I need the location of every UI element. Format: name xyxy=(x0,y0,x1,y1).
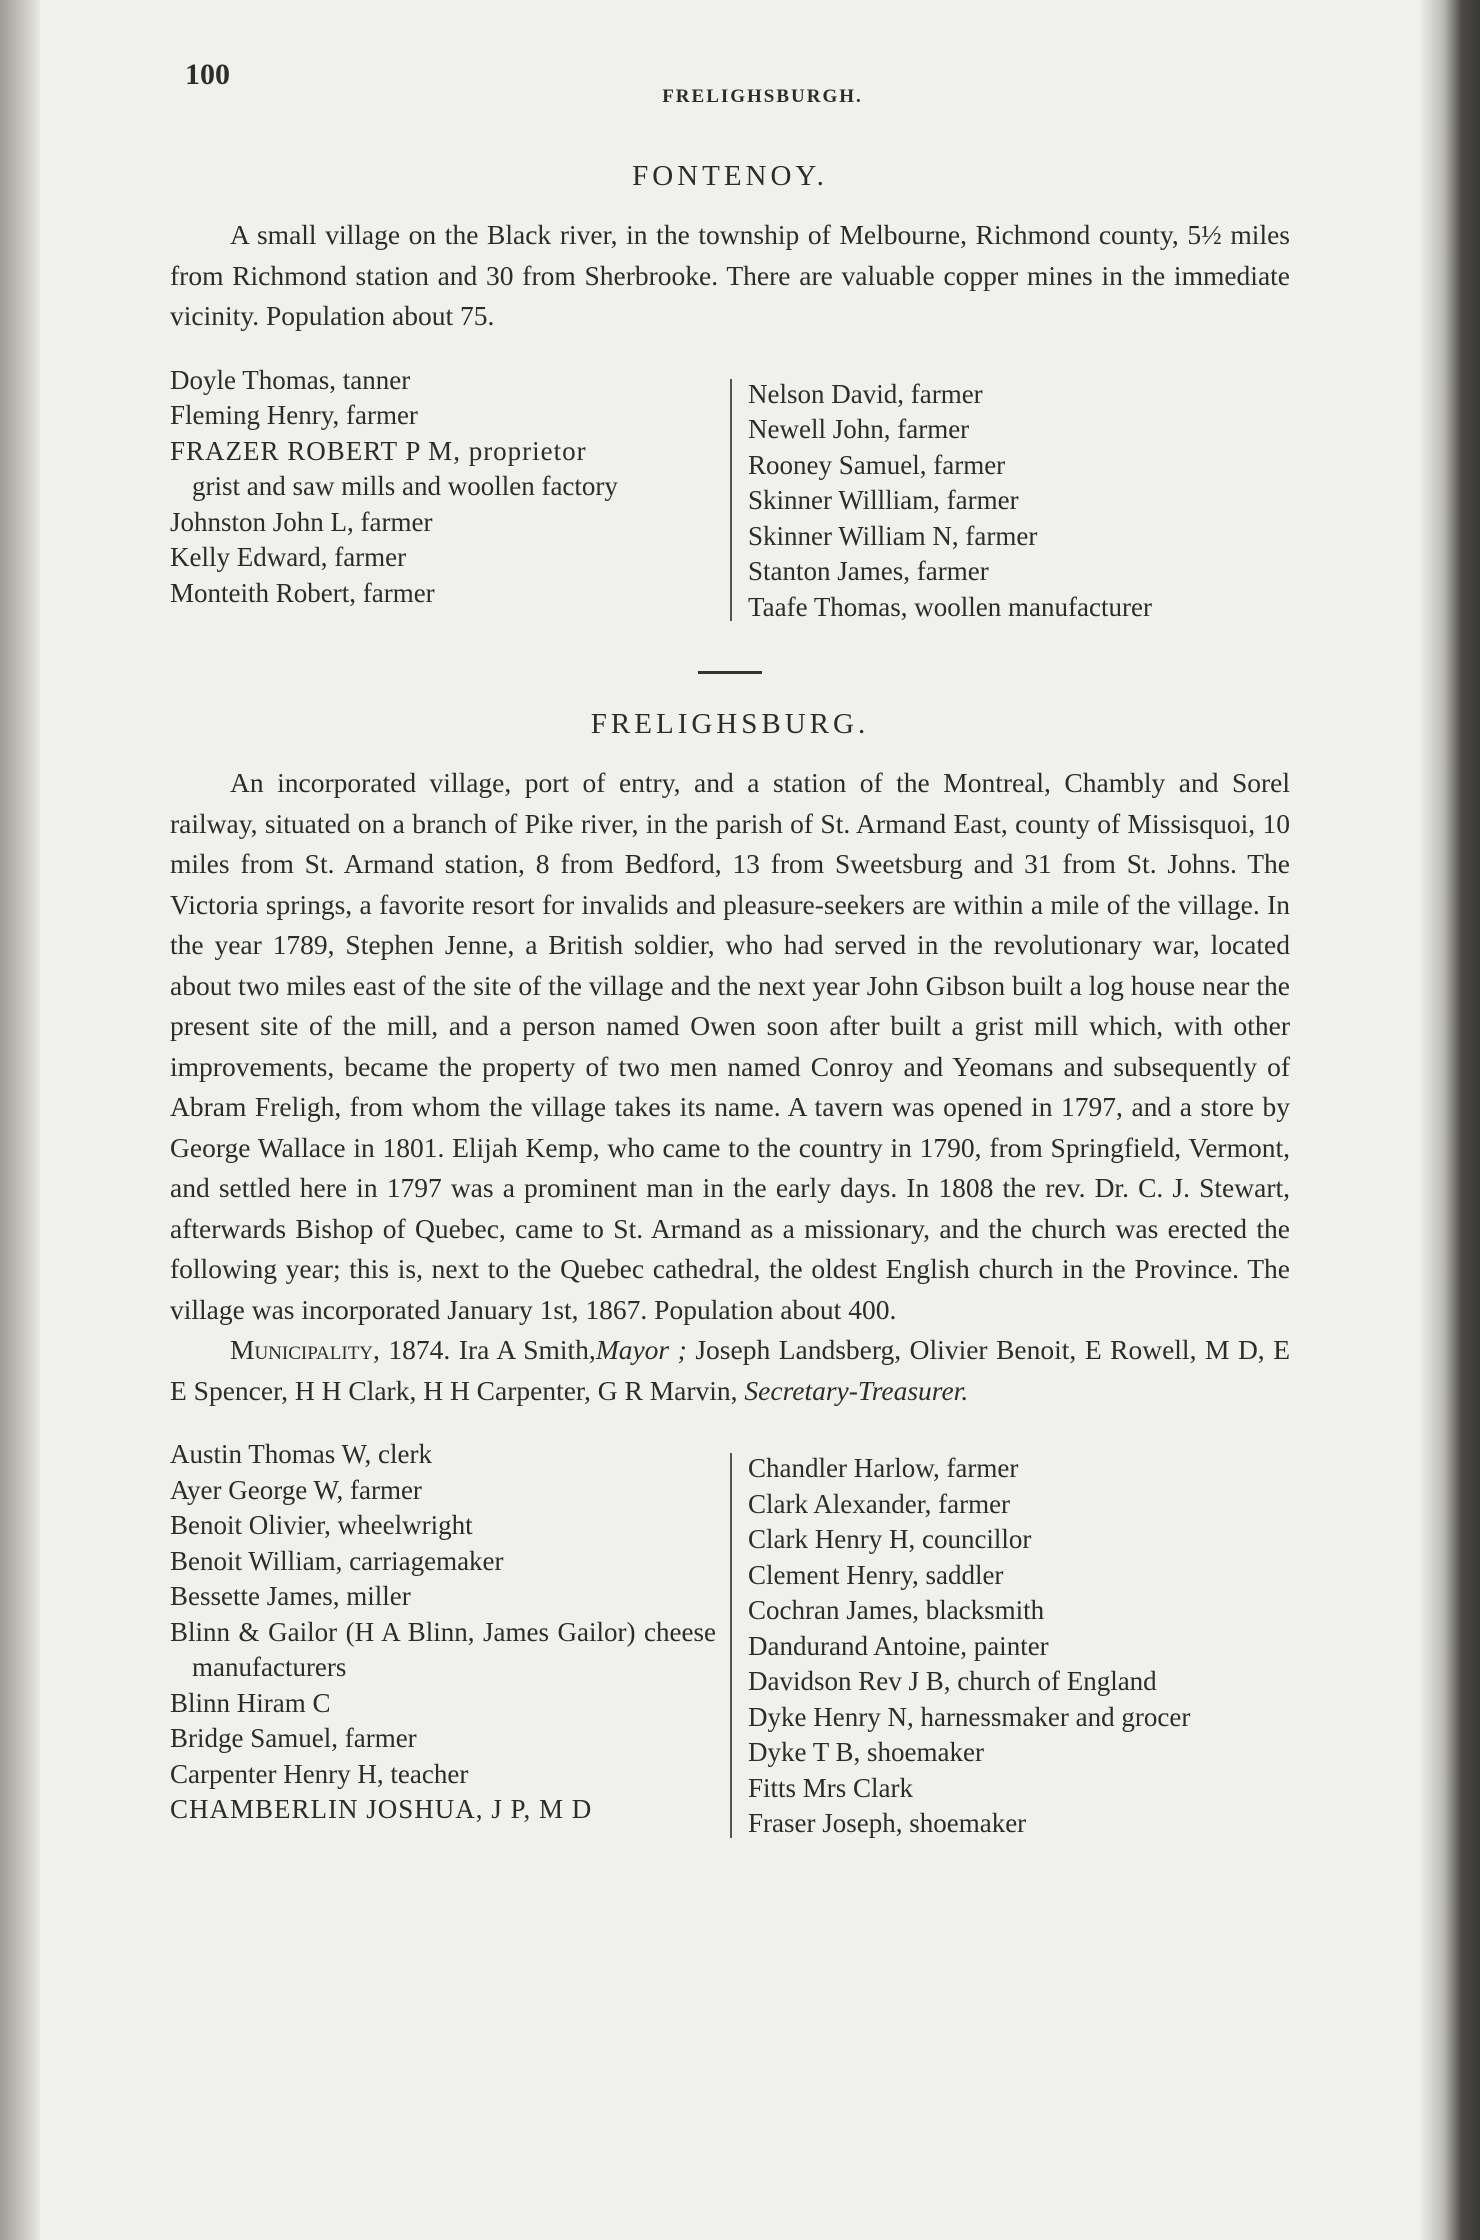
fontenoy-section xyxy=(170,160,1290,625)
directory-entry: Davidson Rev J B, church of England xyxy=(748,1666,1157,1696)
fontenoy-right-column xyxy=(730,363,1290,626)
secretary-title: Secretary-Treasurer. xyxy=(744,1374,969,1406)
running-title: FRELIGHSBURGH. xyxy=(662,86,863,107)
directory-entry: Rooney Samuel, farmer xyxy=(748,449,1006,480)
municipality-paragraph xyxy=(170,1330,1290,1411)
directory-entry: Fitts Mrs Clark xyxy=(748,1772,914,1803)
directory-entry: Clement Henry, saddler xyxy=(748,1559,1004,1590)
directory-entry: Blinn & Gailor (H A Blinn, James Gailor) cheese manufacturers xyxy=(170,1616,716,1682)
section-title-frelighsburg: FRELIGHSBURG. xyxy=(590,708,870,740)
fontenoy-directory xyxy=(170,363,1290,626)
directory-entry: Skinner Willliam, farmer xyxy=(748,485,1019,515)
directory-entry: Ayer George W, farmer xyxy=(170,1474,422,1505)
directory-entry: Chandler Harlow, farmer xyxy=(748,1453,1019,1483)
running-head xyxy=(185,58,1280,108)
page-number: 100 xyxy=(185,58,230,91)
mayor-title: Mayor ; xyxy=(595,1334,687,1365)
directory-entry: Dyke T B, shoemaker xyxy=(748,1737,984,1767)
directory-entry: Stanton James, farmer xyxy=(748,556,989,586)
directory-entry: Fraser Joseph, shoemaker xyxy=(748,1808,1027,1838)
directory-entry: FRAZER ROBERT P M, proprietor xyxy=(170,435,587,466)
directory-entry: Austin Thomas W, clerk xyxy=(170,1439,432,1469)
directory-entry: Fleming Henry, farmer xyxy=(170,400,418,430)
book-binding-right xyxy=(1420,0,1480,2240)
directory-entry-continuation: grist and saw mills and woollen factory xyxy=(192,471,618,501)
directory-entry: CHAMBERLIN JOSHUA, J P, M D xyxy=(170,1794,593,1824)
directory-entry: Dandurand Antoine, painter xyxy=(748,1630,1049,1661)
directory-entry: Johnston John L, farmer xyxy=(170,506,433,537)
frelighsburg-description: An incorporated village, port of entry, and a station of the Montreal, Chambly and Sorel railway, situated on a branch of Pike river, in the parish of St. Armand East, county of Missisquoi, 10 miles from St. Armand station, 8 from Bedford, 13 from Sweetsburg and 31 from St. Johns. The Victoria springs, a favorite resort for invalids and pleasure-seekers are within a mile of the village. In the year 1789, Stephen Jenne, a British soldier, who had served in the revolutionary war, located about two miles east of the site of the village and the next year John Gibson built a log house near the present site of the mill, and a person named Owen soon after built a grist mill which, with other improvements, became the property of two men named Conroy and Yeomans and subsequently of Abram Freligh, from whom the village takes its name. A tavern was opened in 1797, and a store by George Wallace in 1801. Elijah Kemp, who came to the country in 1790, from Springfield, Vermont, and settled here in 1797 was a prominent man in the early days. In 1808 the rev. Dr. C. J. Stewart, afterwards Bishop of Quebec, came to St. Armand as a missionary, and the church was erected the following year; this is, next to the Quebec cathedral, the oldest English church in the Province. The village was incorporated January 1st, 1867. Population about 400. xyxy=(170,767,1290,1325)
directory-entry: Skinner William N, farmer xyxy=(748,520,1038,551)
directory-entry: Monteith Robert, farmer xyxy=(170,577,435,608)
directory-entry: Newell John, farmer xyxy=(748,414,970,444)
column-divider xyxy=(730,379,732,622)
directory-entry: Dyke Henry N, harnessmaker and grocer xyxy=(748,1701,1191,1732)
frelighsburg-left-column xyxy=(170,1437,730,1842)
directory-entry: Benoit Olivier, wheelwright xyxy=(170,1510,473,1540)
section-divider-rule xyxy=(698,671,762,674)
directory-entry: Bessette James, miller xyxy=(170,1581,411,1611)
frelighsburg-right-column xyxy=(730,1437,1290,1842)
directory-entry: Doyle Thomas, tanner xyxy=(170,364,411,395)
frelighsburg-directory xyxy=(170,1437,1290,1842)
book-page xyxy=(40,0,1420,2240)
directory-entry: Carpenter Henry H, teacher xyxy=(170,1758,469,1789)
fontenoy-left-column xyxy=(170,363,730,626)
council-members: Joseph Landsberg, Olivier Benoit, E Rowell, M D, E E Spencer, H H Clark, H H Carpenter, G R Marvin, xyxy=(170,1334,1290,1406)
fontenoy-description: A small village on the Black river, in the township of Melbourne, Richmond county, 5½ miles from Richmond station and 30 from Sherbrooke. There are valuable copper mines in the immediate vicinity. Population about 75. xyxy=(170,219,1290,331)
book-binding-left xyxy=(0,0,40,2240)
directory-entry: Bridge Samuel, farmer xyxy=(170,1723,417,1753)
column-divider xyxy=(730,1453,732,1838)
section-title-fontenoy: FONTENOY. xyxy=(632,160,828,192)
directory-entry: Cochran James, blacksmith xyxy=(748,1595,1045,1625)
directory-entry: Blinn Hiram C xyxy=(170,1687,331,1718)
directory-entry: Clark Alexander, farmer xyxy=(748,1488,1011,1519)
directory-entry: Clark Henry H, councillor xyxy=(748,1524,1032,1554)
frelighsburg-section xyxy=(170,708,1290,1842)
municipality-year: , 1874. Ira A Smith, xyxy=(373,1334,596,1365)
page-content xyxy=(170,160,1290,1842)
directory-entry: Nelson David, farmer xyxy=(748,378,983,409)
municipality-label: Municipality xyxy=(230,1334,374,1365)
directory-entry: Kelly Edward, farmer xyxy=(170,542,407,572)
directory-entry: Taafe Thomas, woollen manufacturer xyxy=(748,591,1152,622)
directory-entry: Benoit William, carriagemaker xyxy=(170,1545,504,1576)
